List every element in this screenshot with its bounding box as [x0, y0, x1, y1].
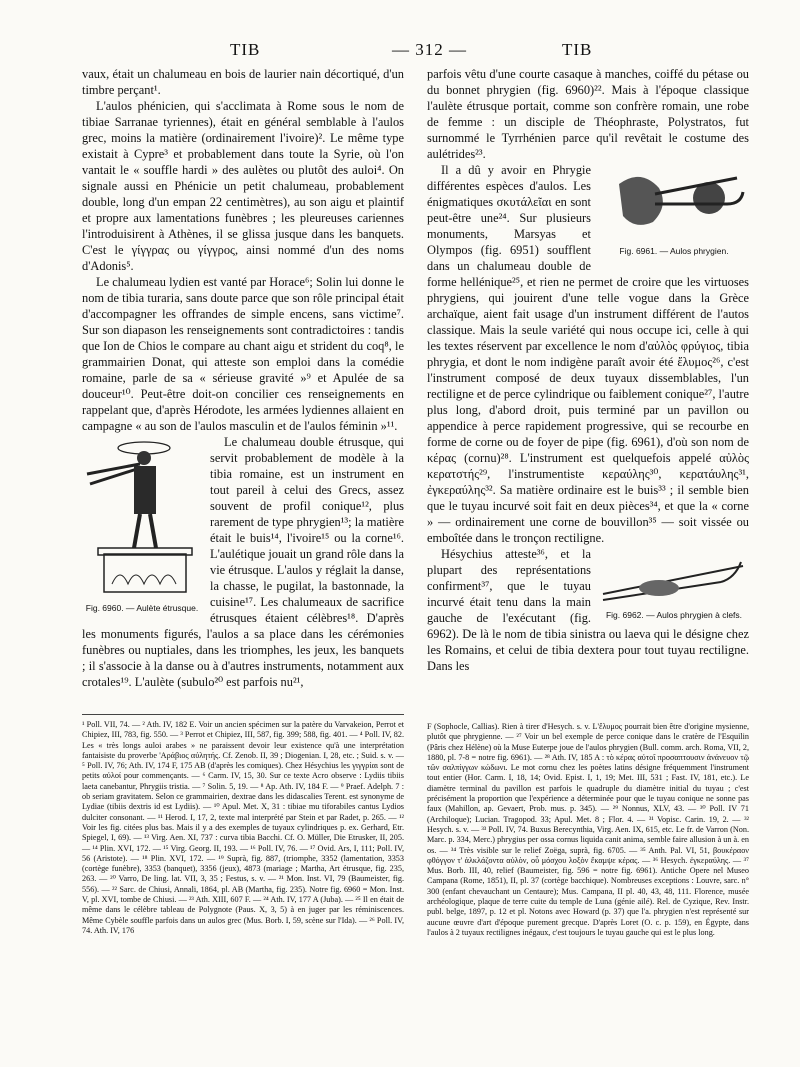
paragraph: vaux, était un chalumeau en bois de laurier nain décortiqué, d'un timbre perçant¹. — [82, 67, 404, 97]
page-number: — 312 — — [392, 40, 467, 59]
footnotes-right: F (Sophocle, Callias). Rien à tirer d'Hesych. s. v. L'ἔλυμος pourrait bien être d'origine mysienne, plutôt que phrygienne. — ²⁷ Voir un bel exemple de perce conique dans le cratère de l'Esquilin (Pâris chez Hélène) où la Muse Euterpe joue de l'aulos phrygien (Bull. comm. arch. Roma, VII, 2, 1880, pl. 7-8 = notre fig. 6961). — ²⁸ Ath. IV, 185 A : τὸ κέρας αὐτοῖ προσαπτουσιν ἀνάνευον τῷ τῶν σαλπίγγων κώδωνι. Le mot cornu chez les poètes latins désigne fréquemment l'instrument tout entier (Hor. Carm. I, 18, 14; Ovid. Epist. I, 1, 19; Met. III, 531 ; Fast. IV, 181, etc.). Le diamètre terminal du pavillon est parfois le quadruple du diamètre initial du tuyau ; c'est précisément la proportion que l'expérience a déterminée pour que le tuyau conique ne sonne pas faux (Mahillon, ap. Gevaert, Prob. mus. p. 345). — ²⁹ Nonnus, XLV, 43. — ³⁰ Poll. IV 71 (Archiloque); Lucian. Tragopod. 33; Apul. Met. 8 ; Flor. 4. — ³¹ Vopisc. Carin. 19, 2. — ³² Hesych. s. v. — ³³ Poll. IV, 74. Buxus Berecynthia, Virg. Aen. IX, 615, etc. Le fr. de Varron (Non. Marc. p. 334, Merc.) phrygius per ossa cornus liquida canit anima, semble faire allusion à un à. en os. — ³⁴ Très visible sur le relief Zoëga, suprà, fig. 6705. — ³⁵ Anth. Pal. VI, 51, βουκέραον φθόγγον τ' ἀλκλάζοντα αὐλὸν, οὗ μόσχου λοξὸν ἔκαμψε κέρας. — ³⁶ Hesych. ἐγκεραύλης. — ³⁷ Mus. Borb. III, 40, relief (Baumeister, fig. 596 = notre fig. 6961). Antiche Opere nel Museo Campana (Rome, 1851), II, pl. 37 (cortège bacchique). Nombreuses exceptions : Louvre, sarc. n° 300 (enfant chevauchant un Centaure); Mus. Campana, II pl. 40, 43, 48, 111. Florence, musée archéologique, plaque de terre cuite du temple de Luna (génie ailé). Rel. de Cyzique, Rev. Instr. publ. belge, 1897, p. 12 et pl. Notons avec Howard (p. 37) que l'a. phrygien n'est représenté sur aucune œuvre d'art d'époque purement grecque. D'après Loret (O. c. p. 159), en Égypte, dans l'aulos à 2 tuyaux rectilignes inégaux, c'est toujours le tuyau gauche qui est le plus long. — [427, 722, 749, 937]
figure-caption: Fig. 6962. — Aulos phrygien à clefs. — [605, 610, 743, 620]
paragraph: Hésychius atteste³⁶, et la plupart des représentations confirment³⁷, que le tuyau incurvé était tenu dans la main gauche de l'exécutant (fig. 6962). De là le nom de tibia sinistra ou laeva qui le désigne chez les Romains, et celui de tibia dextera pour tout tuyau rectiligne. Dans les — [427, 547, 749, 673]
paragraph: L'aulos phénicien, qui s'acclimata à Rome sous le nom de tibiae Sarranae tyriennes), était en général semblable à l'aulos grec, moins la matière (ordinairement l'ivoire)². Le même type existait à Cypre³ et probablement dans toute la Syrie, où l'on vantait le « souffle hardi » des aulètes ou plutôt des auloi⁴. On signale aussi en Phénicie un petit chalumeau, probablement double, long d'un empan 22 centimètres), au son aigu et plaintif et propre aux lamentations funèbres ; les pleureuses cariennes l'introduisirent à Athènes, il se glissa jusque dans les banquets. C'est le γίγγρας ou γίγγρος, ainsi nommé d'un des noms d'Adonis⁵. — [82, 99, 404, 273]
figure-caption: Fig. 6961. — Aulos phrygien. — [619, 246, 729, 256]
footnote-rule — [82, 714, 404, 715]
figure-6962 — [599, 548, 749, 620]
page-header — [82, 40, 742, 62]
paragraph: Le chalumeau lydien est vanté par Horace⁶; Solin lui donne le nom de tibia turaria, sans doute parce que son rôle principal était d'accompagner les offrandes de simple encens, sans victime⁷. Sur son diapason les renseignements sont contradictoires : tandis que Ion de Chios le compare au chant aigu et strident du coq⁸, le grammairien Donat, qui atteste son emploi dans la comédie romaine, parle de sa « sérieuse gravité »⁹ et Apulée de sa douceur¹⁰. Peut-être doit-on concilier ces renseignements en rappelant que, d'après Hérodote, les armées lydiennes allaient en campagne « au son de l'aulos masculin et de l'aulos féminin »¹¹. — [82, 275, 404, 433]
etruscan-aulete-illustration — [82, 436, 202, 601]
paragraph: parfois vêtu d'une courte casaque à manches, coiffé du pétase ou du bonnet phrygien (fig. 6960)²². Mais à l'époque classique l'aulète étrusque portait, comme son confrère romain, une robe de femme : un disciple de Théophraste, Polystratos, fut surnommé le Tyrrhénien parce qu'il revêtait le costume des aulétrides²³. — [427, 67, 749, 161]
header-right: TIB — [562, 40, 593, 59]
figure-6961 — [599, 164, 749, 256]
right-column — [427, 66, 749, 674]
footnotes-left: ¹ Poll. VII, 74. — ² Ath. IV, 182 E. Voir un ancien spécimen sur la patère du Varvakeion, Perrot et Chipiez, III, 783, fig. 550. — ³ Perrot et Chipiez, III, 587, fig. 399; 588, fig. 401. — ⁴ Poll. IV, 82. Les « très longs auloi arabes » ne paraissent devoir leur existence qu'à une interprétation fantaisiste du proverbe 'Αράβιος αὐλητής. Cf. Zenob. II, 39 ; Diogenian. I, 28, etc. ; Suid. s. v. — ⁵ Poll. IV, 76; Ath. IV, 174 F, 175 AB (d'après les comiques). Chez Hésychius les γιγγρίαι sont de petits αὐλοί pour commençants. — ⁶ Carm. IV, 15, 30. Sur ce texte Acro observe : Lydiis tibiis laeta canebantur, Phrygiis tristia. — ⁷ Solin. 5, 19. — ⁸ Ap. Ath. IV, 184 F. — ⁹ Praef. Adelph. 7 : ob seriam gravitatem. Selon ce grammairien, dextrae dans les didascalies Terent. est synonyme de Lydiae (tibiis dextris id est Lydiis). — ¹⁰ Apul. Met. X, 31 : tibiae mu tiforabiles cantus Lydios dulciter consonant. — ¹¹ Herod. I, 17, 2, texte mal interprété par Stein et par Radet, p. 265. — ¹² Voir les fig. citées plus bas. Mais il y a des exemples de tuyaux cylindriques p. ex. Gerhard, Etr. Spiegel, I, 69). — ¹³ Virg. Aen. XI, 737 : curva tibia Bacchi. Cf. O. Müller, Die Etrusker, II, 205. — ¹⁴ Plin. XVI, 172. — ¹⁵ Virg. Georg. II, 193. — ¹⁶ Poll. IV, 76. — ¹⁷ Ovid. Ars, I, 111; Poll. IV, 56 (Aristote). — ¹⁸ Plin. XVI, 172. — ¹⁹ Suprà, fig. 887, (triomphe, 3352 (lamentation, 3353 (cortège funèbre), 3353 (banquet), 3356 (jeux), 4873 (mariage ; Martha, Art étrusque, fig. 235, 263. — ²⁰ Varro, De ling. lat. VII, 3, 35 ; Festus, s. v. — ²¹ Mon. Inst. VI, 79 (Baumeister, fig. 556). — ²² Sarc. de Chiusi, Annali, 1864, pl. AB (Martha, fig. 235). Notre fig. 6960 = Mon. Inst. V, pl. XVI, tombe de Chiusi. — ²³ Ath. XIII, 607 F. — ²⁴ Ath. IV, 177 A (Juba). — ²⁵ Il en était de même dans le célèbre tableau de Polygnote (Paus. X, 3, 5) à en juger par les réminiscences. Même Cybèle souffle parfois dans un aulos grec (Mus. Borb. I, 59, scène sur l'Ida). — ²⁶ Poll. IV, 74. Ath. IV, 176 — [82, 720, 404, 935]
figure-caption: Fig. 6960. — Aulète étrusque. — [85, 603, 199, 613]
header-left: TIB — [230, 40, 261, 59]
left-column — [82, 66, 404, 690]
keyed-aulos-illustration — [599, 548, 749, 608]
figure-6960 — [82, 436, 202, 613]
paragraph: Le chalumeau double étrusque, qui servit probablement de modèle à la tibia romaine, est un instrument en tout pareil à celui des Grecs, assez souvent de profil conique¹², plus rarement de type phrygien¹³; la matière était le buis¹⁴, l'ivoire¹⁵ ou la corne¹⁶. L'aulétique jouait un grand rôle dans la vie étrusque. L'aulos y réglait la danse, la chasse, le pugilat, la bastonnade, la cuisine¹⁷. Les chalumeaux de sacrifice étrusques étaient célèbres¹⁸. D'après les monuments figurés, l'aulos a sa place dans les cérémonies funèbres ou nuptiales, dans les triomphes, les jeux, les banquets ; il s'associe à la danse ou à d'autres instruments, notamment aux crotales¹⁹. L'aulète (subulo²⁰ est parfois nu²¹, — [82, 435, 404, 689]
paragraph: Il a dû y avoir en Phrygie différentes espèces d'aulos. Les énigmatiques σκυτάλεῖαι en sont peut-être une²⁴. Sur plusieurs monuments, Marsyas et Olympos (fig. 6951) soufflent dans un chalumeau double de forme hellénique²⁵, et rien ne permet de croire que les virtuoses phrygiens, qui jouirent d'une telle vogue dans la Grèce archaïque, aient fait usage d'un instrument différent de l'autos classique. Mais la seule variété qui nous occupe ici, celle à qui les textes réservent par excellence le nom d'αὐλὸς φρύγιος, tibia phrygia, et dont le nom indigène paraît avoir été ἔλυμος²⁶, c'est l'instrument composé de deux tuyaux dissemblables, l'un rectiligne et de perce cylindrique ou faiblement conique²⁷, l'autre plus long, d'abord droit, puis terminé par un pavillon ou appendice à perce rapidement progressive, qui se recourbe en forme de corne ou de foyer de pipe (fig. 6961), d'où son nom de κέρας (cornu)²⁸. L'instrument est quelquefois appelé αὐλὸς κερατστής²⁹, l'instrumentiste κεραύλης³⁰, κερατάυλης³¹, ἐγκεραύλης³². Sa matière ordinaire est le buis³³ ; il semble bien que le tuyau incurvé soit fait en deux pièces³⁴, et que la « corne » — ordinairement une corne de bouvillon³⁵ — soit vissée ou emboîtée dans le tronçon rectiligne. — [427, 163, 749, 545]
phrygian-aulos-illustration — [599, 164, 749, 244]
